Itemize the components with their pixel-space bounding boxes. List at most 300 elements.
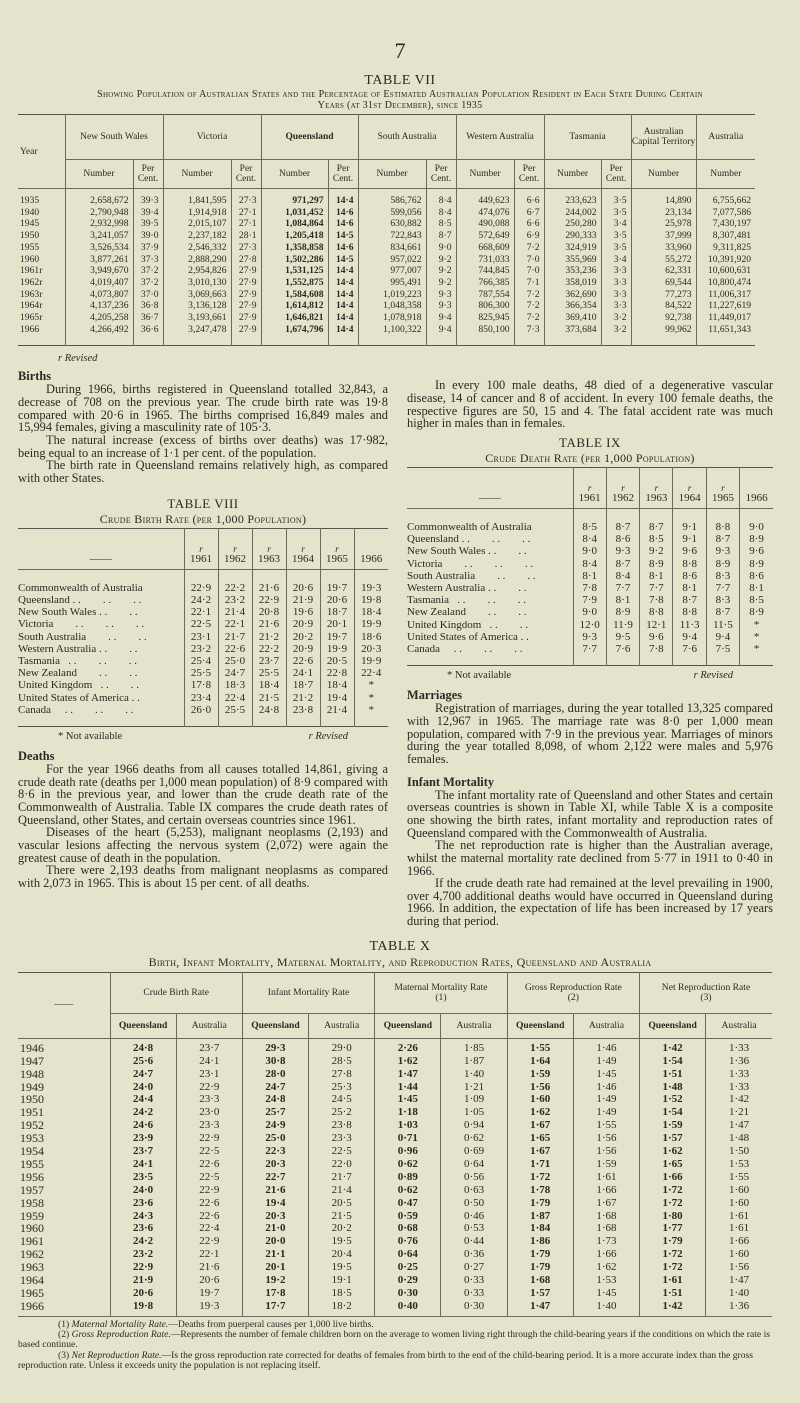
rate-cell: 22·6 [218, 643, 252, 655]
table-row [18, 277, 755, 289]
rate-cell: 20·6 [176, 1274, 242, 1287]
value-cell: 37·2 [133, 277, 163, 289]
rate-cell: 23·3 [176, 1093, 242, 1106]
rate-cell: 1·87 [441, 1055, 507, 1068]
value-cell: 8·7 [426, 230, 456, 242]
rate-cell: 20·3 [242, 1210, 308, 1223]
rate-cell: 24·3 [110, 1210, 176, 1223]
rate-cell: 1·79 [640, 1235, 706, 1248]
table-row [18, 1222, 772, 1235]
rate-cell: 19·7 [320, 569, 354, 594]
revised-mark: r [587, 483, 592, 494]
rate-cell: 8·4 [573, 558, 606, 570]
region-label: United States of America . . [18, 691, 140, 704]
revised-mark: r [335, 543, 339, 554]
group-label: Infant Mortality Rate [267, 986, 350, 998]
percent-header: Per Cent. [601, 160, 631, 189]
table9-footnote-na: * Not available [447, 670, 512, 682]
rate-cell: 24·1 [286, 667, 320, 679]
value-cell: 7·2 [514, 242, 544, 254]
two-column-body [18, 369, 800, 927]
value-cell: 3,241,057 [65, 230, 133, 242]
value-cell: 14·6 [328, 242, 358, 254]
year-label: 1964 [292, 552, 314, 565]
number-header: Number [261, 160, 328, 189]
table-row [18, 1197, 772, 1210]
rate-cell: 7·8 [640, 643, 673, 666]
value-cell: 850,100 [456, 324, 514, 346]
table-row [18, 300, 755, 312]
rate-cell: 21·4 [309, 1184, 375, 1197]
rate-cell: 24·7 [218, 667, 252, 679]
rate-cell: 20·3 [242, 1158, 308, 1171]
rate-cell: 18·6 [354, 631, 388, 643]
percent-header: Per Cent. [231, 160, 261, 189]
value-cell: 290,333 [544, 230, 601, 242]
rate-cell: 0·56 [441, 1171, 507, 1184]
rate-cell: 1·66 [706, 1235, 772, 1248]
rate-cell: * [354, 679, 388, 691]
table-row [18, 667, 388, 679]
rate-cell: 8·9 [740, 558, 773, 570]
value-cell: 28·1 [231, 230, 261, 242]
australia-header: Australia [706, 1013, 772, 1038]
rate-cell: 1·56 [706, 1261, 772, 1274]
rate-cell: 19·5 [309, 1235, 375, 1248]
table-row [18, 1093, 772, 1106]
table9-subtitle: Crude Death Rate (per 1,000 Population) [485, 451, 695, 466]
year-header [354, 528, 388, 569]
rate-cell: 19·3 [354, 569, 388, 594]
rate-cell: 0·30 [375, 1287, 441, 1300]
rate-cell: 27·8 [309, 1068, 375, 1081]
rate-cell: 12·0 [573, 619, 606, 631]
rate-cell: 22·4 [218, 692, 252, 704]
value-cell: 3·3 [601, 265, 631, 277]
rate-cell: 1·66 [573, 1184, 639, 1197]
year-cell: 1951 [20, 1105, 44, 1120]
table-row [407, 558, 773, 570]
region-label: Canada . . . . . . [18, 703, 134, 716]
rate-cell: 8·7 [606, 509, 639, 534]
rate-cell: 0·71 [375, 1132, 441, 1145]
region-label: New Zealand . . . . [18, 667, 138, 680]
year-cell: 1958 [20, 1195, 44, 1210]
rate-cell: 8·9 [706, 558, 739, 570]
year-header [606, 468, 639, 509]
rate-cell: 8·8 [673, 558, 706, 570]
rate-cell: 1·60 [507, 1093, 573, 1106]
rate-cell: 7·7 [640, 582, 673, 594]
rate-cell: 22·8 [320, 667, 354, 679]
right-column [407, 369, 773, 927]
value-cell: 27·1 [231, 207, 261, 219]
group-header [375, 972, 507, 1013]
value-cell: 3·4 [601, 254, 631, 266]
table8-title: TABLE VIII [167, 495, 239, 511]
value-cell: 10,391,920 [696, 254, 755, 266]
rate-cell: 0·62 [375, 1184, 441, 1197]
state-header: Australian Capital Territory [631, 115, 696, 160]
table-row [18, 1210, 772, 1223]
rate-cell: 22·1 [184, 606, 218, 618]
rate-cell: 1·21 [441, 1081, 507, 1094]
rate-cell: 24·0 [110, 1184, 176, 1197]
table-row [18, 1261, 772, 1274]
rate-cell: 21·6 [252, 618, 286, 630]
rate-cell: 1·61 [706, 1210, 772, 1223]
value-cell: 37·3 [133, 254, 163, 266]
value-cell: 69,544 [631, 277, 696, 289]
rate-cell: 1·49 [573, 1106, 639, 1119]
rate-cell: 9·3 [706, 545, 739, 557]
corner-dash: —— [407, 468, 573, 509]
year-cell: 1935 [20, 195, 40, 206]
rate-cell: 1·51 [640, 1068, 706, 1081]
rate-cell: 22·6 [176, 1197, 242, 1210]
table-row [407, 594, 773, 606]
rate-cell: 22·1 [218, 618, 252, 630]
rate-cell: 8·4 [606, 570, 639, 582]
value-cell: 4,266,492 [65, 324, 133, 346]
value-cell: 62,331 [631, 265, 696, 277]
table-row [18, 606, 388, 618]
value-cell: 834,661 [358, 242, 426, 254]
rate-cell: 8·9 [740, 533, 773, 545]
year-header [706, 468, 739, 509]
rate-cell: 19·1 [309, 1274, 375, 1287]
rate-cell: 1·33 [706, 1068, 772, 1081]
paragraph: Diseases of the heart (5,253), malignant neoplasms (2,193) and vascular lesions affecting the nervous system (2,072) were again the greatest cause of death in the population. [18, 825, 388, 865]
rate-cell: 1·49 [573, 1093, 639, 1106]
value-cell: 977,007 [358, 265, 426, 277]
rate-cell: 1·77 [640, 1222, 706, 1235]
revised-mark: r [721, 483, 725, 494]
rate-cell: 1·66 [573, 1248, 639, 1261]
value-cell: 9·2 [426, 265, 456, 277]
table-row [18, 1184, 772, 1197]
value-cell: 10,600,631 [696, 265, 755, 277]
rate-cell: 1·54 [640, 1055, 706, 1068]
rate-cell: 22·4 [354, 667, 388, 679]
rate-cell: 22·0 [309, 1158, 375, 1171]
rate-cell: 18·4 [354, 606, 388, 618]
year-header [573, 468, 606, 509]
rate-cell: 1·78 [507, 1184, 573, 1197]
region-label: South Australia . . . . [18, 630, 147, 643]
rate-cell: 0·36 [441, 1248, 507, 1261]
table-row [18, 230, 755, 242]
australia-header: Australia [176, 1013, 242, 1038]
paragraph: The infant mortality rate of Queensland and other States and certain overseas countries is shown in Table XI, while Table X is a composite one showing the birth rates, infant mortality and reproduction rates of Queensland compared with the Commonwealth of Australia. [407, 787, 773, 840]
table10-notes [18, 1320, 772, 1371]
region-label: New Zealand . . . . [407, 606, 527, 619]
value-cell: 27·3 [231, 242, 261, 254]
table7-section [0, 72, 800, 365]
rate-cell: 8·5 [573, 509, 606, 534]
rate-cell: 23·3 [176, 1119, 242, 1132]
value-cell: 99,962 [631, 324, 696, 346]
table10-subtitle: Birth, Infant Mortality, Maternal Mortality, and Reproduction Rates, Queensland and Australia [148, 954, 652, 969]
year-header [640, 468, 673, 509]
value-cell: 971,297 [261, 189, 328, 207]
rate-cell: 8·5 [740, 594, 773, 606]
queensland-header: Queensland [640, 1013, 706, 1038]
rate-cell: 20·1 [320, 618, 354, 630]
value-cell: 1,100,322 [358, 324, 426, 346]
rate-cell: 22·9 [252, 594, 286, 606]
year-cell: 1960 [20, 253, 40, 265]
rate-cell: 19·4 [320, 692, 354, 704]
year-cell: 1956 [20, 1169, 44, 1184]
rate-cell: 25·7 [242, 1106, 308, 1119]
value-cell: 33,960 [631, 242, 696, 254]
rate-cell: * [354, 692, 388, 704]
rate-cell: 20·1 [242, 1261, 308, 1274]
table-row [407, 545, 773, 557]
value-cell: 1,019,223 [358, 289, 426, 301]
value-cell: 3·2 [601, 324, 631, 346]
footnote-text: —Represents the number of female children born on the average to women living right through the child-bearing years if the conditions on which the rate is based continue. [18, 1329, 770, 1351]
value-cell: 2,954,826 [163, 265, 231, 277]
table7-footnote: r Revised [58, 353, 98, 365]
rate-cell: 8·7 [606, 558, 639, 570]
rate-cell: 1·53 [573, 1274, 639, 1287]
rate-cell: 24·6 [110, 1119, 176, 1132]
rate-cell: 1·40 [573, 1300, 639, 1316]
value-cell: 474,076 [456, 207, 514, 219]
table7-subtitle-2: Years (at 31st December), since 1935 [317, 100, 483, 111]
year-cell: 1955 [20, 241, 40, 253]
revised-mark: r [301, 543, 305, 554]
state-header: South Australia [358, 115, 456, 160]
table-row [407, 509, 773, 534]
rate-cell: 0·89 [375, 1171, 441, 1184]
rate-cell: 9·0 [740, 509, 773, 534]
table-row [407, 631, 773, 643]
birth-rate-table [18, 528, 388, 727]
region-label: Tasmania . . . . . . [18, 654, 137, 667]
rate-cell: 0·46 [441, 1210, 507, 1223]
value-cell: 2,888,290 [163, 254, 231, 266]
rate-cell: 1·59 [640, 1119, 706, 1132]
value-cell: 1,674,796 [261, 324, 328, 346]
value-cell: 490,088 [456, 218, 514, 230]
footnote-number: (1) [58, 1318, 70, 1330]
value-cell: 6·6 [514, 189, 544, 207]
year-label: 1964 [678, 492, 701, 505]
rate-cell: 19·9 [320, 643, 354, 655]
rate-cell: 1·40 [441, 1068, 507, 1081]
value-cell: 766,385 [456, 277, 514, 289]
table8-subtitle: Crude Birth Rate (per 1,000 Population) [99, 511, 307, 526]
value-cell: 3,247,478 [163, 324, 231, 346]
rate-cell: 11·9 [606, 619, 639, 631]
table-row [18, 1055, 772, 1068]
rate-cell: 1·49 [573, 1055, 639, 1068]
value-cell: 722,843 [358, 230, 426, 242]
rate-cell: 19·9 [354, 618, 388, 630]
rate-cell: 8·7 [673, 594, 706, 606]
rate-cell: 8·9 [606, 606, 639, 618]
rate-cell: * [354, 704, 388, 727]
year-label: 1961 [578, 492, 601, 505]
rate-cell: 1·62 [573, 1261, 639, 1274]
value-cell: 3·3 [601, 289, 631, 301]
rate-cell: 20·6 [320, 594, 354, 606]
rate-cell: 0·64 [441, 1158, 507, 1171]
state-header: Tasmania [544, 115, 631, 160]
value-cell: 14,890 [631, 189, 696, 207]
year-label: 1966 [360, 552, 383, 565]
rate-cell: 25·0 [242, 1132, 308, 1145]
rate-cell: 1·55 [573, 1119, 639, 1132]
rate-cell: 24·1 [176, 1055, 242, 1068]
rate-cell: 22·3 [242, 1145, 308, 1158]
rate-cell: 24·2 [184, 594, 218, 606]
rate-cell: 24·8 [252, 704, 286, 727]
rate-cell: 1·67 [507, 1119, 573, 1132]
australia-header: Australia [573, 1013, 639, 1038]
rate-cell: 20·6 [286, 569, 320, 594]
value-cell: 957,022 [358, 254, 426, 266]
value-cell: 630,882 [358, 218, 426, 230]
footnote-term: Net Reproduction Rate. [71, 1349, 162, 1361]
rate-cell: 1·79 [507, 1248, 573, 1261]
table-row [18, 1081, 772, 1094]
rate-cell: 21·9 [110, 1274, 176, 1287]
queensland-header: Queensland [507, 1013, 573, 1038]
rate-cell: 28·0 [242, 1068, 308, 1081]
value-cell: 14·5 [328, 254, 358, 266]
table-row [18, 312, 755, 324]
value-cell: 2,658,672 [65, 189, 133, 207]
value-cell: 8·4 [426, 189, 456, 207]
rate-cell: 2·26 [375, 1038, 441, 1054]
rate-cell: 1·48 [706, 1132, 772, 1145]
rate-cell: 0·30 [441, 1300, 507, 1316]
value-cell: 9·3 [426, 300, 456, 312]
rate-cell: 30·8 [242, 1055, 308, 1068]
value-cell: 1,084,864 [261, 218, 328, 230]
rate-cell: 21·7 [309, 1171, 375, 1184]
table-row [18, 1300, 772, 1316]
number-header: Number [696, 160, 755, 189]
corner-dash: —— [18, 528, 184, 569]
rate-cell: 9·3 [573, 631, 606, 643]
value-cell: 3,526,534 [65, 242, 133, 254]
group-note: (2) [567, 991, 579, 1003]
marriages-heading: Marriages [407, 688, 463, 703]
value-cell: 4,205,258 [65, 312, 133, 324]
rate-cell: 11·3 [673, 619, 706, 631]
value-cell: 23,134 [631, 207, 696, 219]
rate-cell: 19·2 [242, 1274, 308, 1287]
rate-cell: 1·51 [640, 1287, 706, 1300]
rate-cell: 25·5 [218, 704, 252, 727]
value-cell: 1,531,125 [261, 265, 328, 277]
rate-cell: 1·87 [507, 1210, 573, 1223]
rate-cell: 9·1 [673, 509, 706, 534]
value-cell: 25,978 [631, 218, 696, 230]
rate-cell: 21·1 [242, 1248, 308, 1261]
rate-cell: 23·8 [286, 704, 320, 727]
value-cell: 373,684 [544, 324, 601, 346]
rate-cell: 20·4 [309, 1248, 375, 1261]
value-cell: 355,969 [544, 254, 601, 266]
rate-cell: 22·5 [184, 618, 218, 630]
rate-cell: 7·6 [606, 643, 639, 666]
table-row [18, 218, 755, 230]
rate-cell: 1·47 [375, 1068, 441, 1081]
region-label: Commonwealth of Australia [18, 581, 143, 594]
rate-cell: 22·9 [176, 1132, 242, 1145]
rate-cell: 1·64 [507, 1055, 573, 1068]
region-label: Victoria . . . . . . [407, 557, 534, 570]
region-label: Western Australia . . . . [18, 642, 138, 655]
value-cell: 787,554 [456, 289, 514, 301]
value-cell: 2,015,107 [163, 218, 231, 230]
year-cell: 1961r [20, 265, 43, 277]
rate-cell: 23·3 [309, 1132, 375, 1145]
rate-cell: 23·7 [176, 1038, 242, 1054]
value-cell: 599,056 [358, 207, 426, 219]
australia-header: Australia [309, 1013, 375, 1038]
footnote-term: Gross Reproduction Rate. [71, 1329, 171, 1341]
rate-cell: 1·62 [375, 1055, 441, 1068]
rate-cell: 23·0 [176, 1106, 242, 1119]
table-row [18, 1038, 772, 1054]
rate-cell: 24·1 [110, 1158, 176, 1171]
table-row [18, 569, 388, 594]
year-header [673, 468, 706, 509]
value-cell: 324,919 [544, 242, 601, 254]
region-label: Tasmania . . . . . . [407, 594, 526, 607]
state-header: New South Wales [65, 115, 163, 160]
rate-cell: 1·48 [640, 1081, 706, 1094]
rate-cell: 8·8 [673, 606, 706, 618]
rate-cell: 22·5 [176, 1145, 242, 1158]
rate-cell: 18·2 [309, 1300, 375, 1316]
value-cell: 3·2 [601, 312, 631, 324]
table-row [18, 631, 388, 643]
value-cell: 14·4 [328, 189, 358, 207]
value-cell: 1,502,286 [261, 254, 328, 266]
group-header [507, 972, 639, 1013]
rate-cell: 19·8 [110, 1300, 176, 1316]
year-label: 1962 [611, 492, 634, 505]
rate-cell: 8·7 [640, 509, 673, 534]
value-cell: 1,078,918 [358, 312, 426, 324]
rate-cell: 1·67 [573, 1197, 639, 1210]
region-label: New South Wales . . . . [18, 606, 138, 619]
rate-cell: 8·4 [573, 533, 606, 545]
footnote-number: (3) [58, 1349, 70, 1361]
table-row [407, 570, 773, 582]
number-header: Number [163, 160, 231, 189]
value-cell: 233,623 [544, 189, 601, 207]
rate-cell: 7·7 [606, 582, 639, 594]
rate-cell: * [740, 643, 773, 666]
value-cell: 9,311,825 [696, 242, 755, 254]
value-cell: 8·5 [426, 218, 456, 230]
value-cell: 1,358,858 [261, 242, 328, 254]
state-header: Queensland [261, 115, 358, 160]
rate-cell: 23·5 [110, 1171, 176, 1184]
rate-cell: 0·47 [375, 1197, 441, 1210]
group-note: (1) [435, 991, 447, 1003]
value-cell: 9·3 [426, 289, 456, 301]
